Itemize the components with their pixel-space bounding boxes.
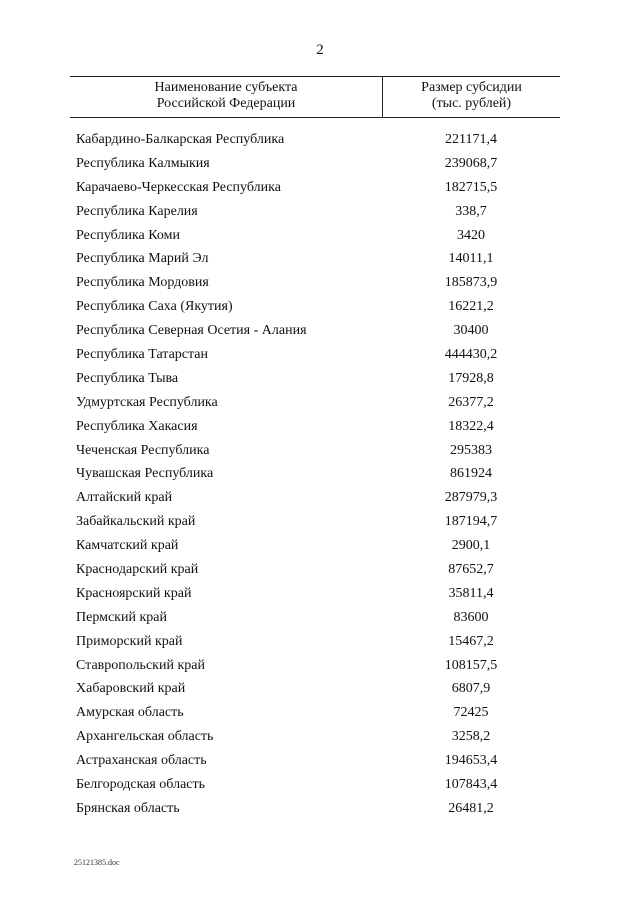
subject-name: Чеченская Республика: [76, 442, 210, 458]
table-row: [0, 367, 640, 391]
table-row: [0, 797, 640, 821]
table-row: [0, 654, 640, 678]
table-row: [0, 200, 640, 224]
subject-name: Республика Калмыкия: [76, 155, 210, 171]
subsidy-amount: 72425: [453, 705, 489, 721]
subject-name: Камчатский край: [76, 538, 179, 554]
subsidy-amount: 182715,5: [444, 179, 498, 195]
subject-name: Карачаево-Черкесская Республика: [76, 179, 281, 195]
table-row: [0, 319, 640, 343]
amount-column-header: [383, 80, 560, 112]
subject-name: Архангельская область: [76, 729, 214, 745]
subsidy-amount: 87652,7: [448, 562, 494, 578]
subject-name: Брянская область: [76, 800, 180, 816]
subject-name: Хабаровский край: [76, 681, 186, 697]
subject-name: Республика Карелия: [76, 203, 198, 219]
table-row: [0, 606, 640, 630]
subsidy-amount: 338,7: [455, 203, 487, 219]
document-id: 25121385.doc: [74, 858, 120, 867]
subsidy-amount: 83600: [453, 609, 489, 625]
subsidy-amount: 2900,1: [451, 538, 491, 554]
table-header: [70, 76, 560, 118]
subject-name: Удмуртская Республика: [76, 394, 218, 410]
table-row: [0, 725, 640, 749]
table-row: [0, 247, 640, 271]
table-row: [0, 343, 640, 367]
subject-name: Белгородская область: [76, 777, 206, 793]
table-row: [0, 224, 640, 248]
subsidy-amount: 14011,1: [448, 251, 494, 267]
table-row: [0, 486, 640, 510]
table-row: [0, 749, 640, 773]
subsidy-amount: 6807,9: [451, 681, 491, 697]
subsidy-amount: 108157,5: [444, 657, 498, 673]
table-row: [0, 152, 640, 176]
subsidy-amount: 17928,8: [448, 370, 494, 386]
amount-header-line-1: Размер субсидии: [421, 80, 522, 95]
subject-name: Приморский край: [76, 633, 183, 649]
subject-name: Забайкальский край: [76, 514, 196, 530]
subject-name: Республика Саха (Якутия): [76, 299, 233, 315]
subject-name: Алтайский край: [76, 490, 173, 506]
subsidy-amount: 287979,3: [444, 490, 498, 506]
subsidy-amount: 15467,2: [448, 633, 494, 649]
subject-name: Кабардино-Балкарская Республика: [76, 132, 285, 147]
subject-name: Ставропольский край: [76, 657, 205, 673]
subsidy-amount: 26377,2: [448, 394, 494, 410]
subject-name: Республика Мордовия: [76, 275, 209, 291]
subject-header-line-1: Наименование субъекта: [154, 80, 298, 95]
table-row: [0, 415, 640, 439]
subsidy-amount: 18322,4: [448, 418, 494, 434]
table-row: [0, 701, 640, 725]
subsidy-amount: 295383: [450, 442, 492, 458]
subject-name: Чувашская Республика: [76, 466, 214, 482]
subsidy-amount: 30400: [453, 323, 489, 339]
subject-name: Республика Тыва: [76, 370, 179, 386]
subject-column-header: [70, 80, 382, 112]
table-body: [0, 128, 640, 821]
table-row: [0, 391, 640, 415]
subsidy-amount: 35811,4: [448, 585, 494, 601]
subject-header-line-2: Российской Федерации: [156, 96, 296, 111]
table-row: [0, 558, 640, 582]
subject-name: Красноярский край: [76, 585, 192, 601]
subsidy-amount: 221171,4: [445, 132, 497, 147]
table-row: [0, 271, 640, 295]
table-row: [0, 128, 640, 152]
table-row: [0, 677, 640, 701]
subject-name: Республика Северная Осетия - Алания: [76, 323, 307, 339]
subsidy-amount: 26481,2: [448, 800, 494, 816]
page-number: 2: [316, 42, 324, 58]
subject-name: Республика Татарстан: [76, 347, 209, 363]
subject-name: Республика Марий Эл: [76, 251, 209, 267]
subsidy-amount: 194653,4: [444, 753, 498, 769]
subject-name: Краснодарский край: [76, 562, 199, 578]
table-row: [0, 176, 640, 200]
subsidy-amount: 107843,4: [444, 777, 498, 793]
table-row: [0, 534, 640, 558]
table-row: [0, 295, 640, 319]
subsidy-amount: 3258,2: [451, 729, 491, 745]
amount-header-line-2: (тыс. рублей): [431, 96, 512, 111]
table-row: [0, 630, 640, 654]
subject-name: Амурская область: [76, 705, 184, 721]
subsidy-amount: 16221,2: [448, 299, 494, 315]
subsidy-amount: 239068,7: [444, 155, 498, 171]
table-row: [0, 510, 640, 534]
table-row: [0, 439, 640, 463]
subject-name: Республика Хакасия: [76, 418, 198, 434]
table-row: [0, 773, 640, 797]
subsidy-amount: 185873,9: [444, 275, 498, 291]
subsidy-amount: 444430,2: [444, 347, 498, 363]
table-row: [0, 582, 640, 606]
subject-name: Республика Коми: [76, 227, 180, 243]
subsidy-amount: 861924: [450, 466, 492, 482]
table-row: [0, 462, 640, 486]
subject-name: Астраханская область: [76, 753, 207, 769]
subsidy-amount: 187194,7: [444, 514, 498, 530]
subsidy-amount: 3420: [457, 227, 485, 243]
subject-name: Пермский край: [76, 609, 167, 625]
